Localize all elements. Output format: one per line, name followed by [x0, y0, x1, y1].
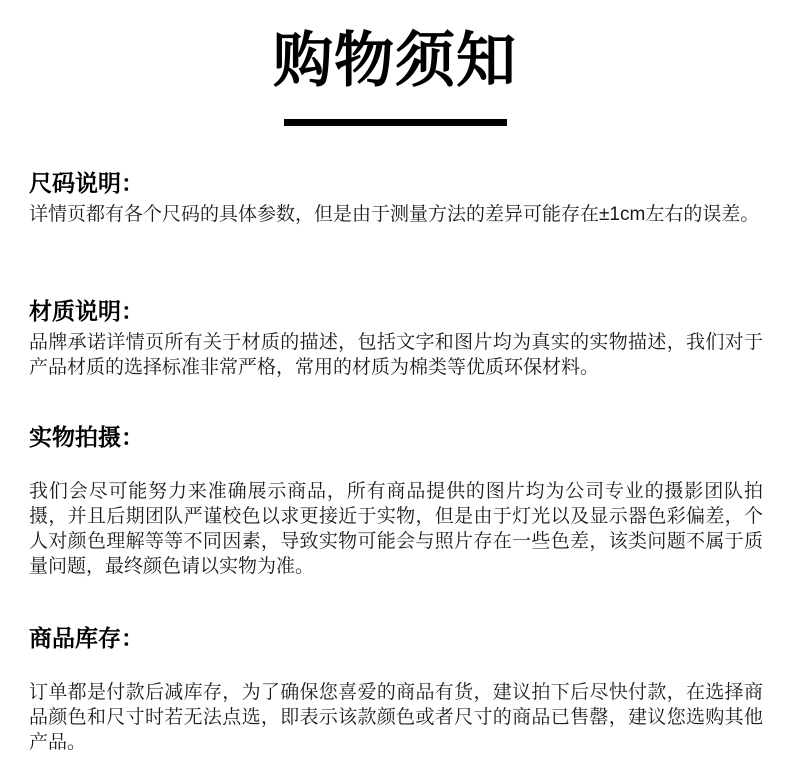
- section-heading: 商品库存：: [29, 625, 144, 651]
- section-real-photo: [29, 425, 763, 579]
- page-header: [0, 0, 790, 126]
- notice-content: [0, 171, 790, 755]
- section-heading: 材质说明：: [29, 298, 144, 324]
- section-body-text: 品牌承诺详情页所有关于材质的描述，包括文字和图片均为真实的实物描述，我们对于产品材质的选择标准非常严格，常用的材质为棉类等优质环保材料。: [29, 332, 763, 378]
- section-body-text: 详情页都有各个尺码的具体参数，但是由于测量方法的差异可能存在±1cm左右的误差。: [29, 204, 760, 225]
- section-body-text: 我们会尽可能努力来准确展示商品，所有商品提供的图片均为公司专业的摄影团队拍摄，并且后期团队严谨校色以求更接近于实物，但是由于灯光以及显示器色彩偏差，个人对颜色理解等等不同因素，导致实物可能会与照片存在一些色差，该类问题不属于质量问题，最终颜色请以实物为准。: [29, 481, 763, 577]
- section-size-description: [29, 171, 763, 227]
- section-heading: 尺码说明：: [29, 170, 144, 196]
- section-material-description: [29, 299, 763, 380]
- section-body-text: 订单都是付款后减库存，为了确保您喜爱的商品有货，建议拍下后尽快付款，在选择商品颜色和尺寸时若无法点选，即表示该款颜色或者尺寸的商品已售罄，建议您选购其他产品。: [29, 682, 763, 753]
- section-heading: 实物拍摄：: [29, 424, 144, 450]
- section-product-stock: [29, 626, 763, 755]
- page-title: 购物须知: [273, 27, 517, 94]
- title-underline-bar: [284, 119, 507, 126]
